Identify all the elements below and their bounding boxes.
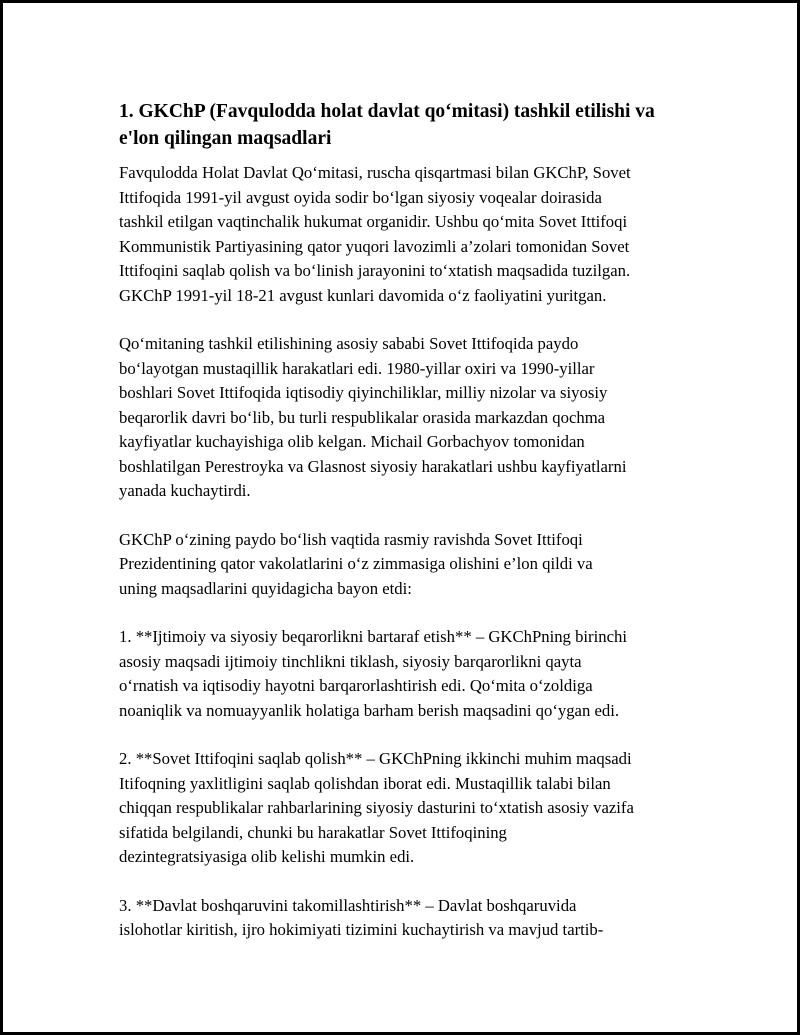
text-line: tashkil etilgan vaqtinchalik hukumat organidir. Ushbu qo‘mita Sovet Ittifoqi bbox=[119, 212, 628, 231]
text-line: 3. **Davlat boshqaruvini takomillashtirish** – Davlat boshqaruvida bbox=[119, 895, 577, 915]
text-line: noaniqlik va nomuayyanlik holatiga barham berish maqsadini qo‘ygan edi. bbox=[119, 700, 620, 720]
text-line: GKChP 1991-yil 18-21 avgust kunlari davomida o‘z faoliyatini yuritgan. bbox=[119, 285, 607, 305]
text-line: bo‘layotgan mustaqillik harakatlari edi. 1980-yillar oxiri va 1990-yillar bbox=[119, 358, 595, 378]
text-line: o‘rnatish va iqtisodiy hayotni barqarorlashtirish edi. Qo‘mita o‘zoldiga bbox=[119, 676, 593, 695]
paragraph bbox=[119, 528, 689, 602]
text-line: chiqqan respublikalar rahbarlarining siyosiy dasturini to‘xtatish asosiy vazifa bbox=[119, 798, 634, 817]
text-line: boshlatilgan Perestroyka va Glasnost siyosiy harakatlari ushbu kayfiyatlarni bbox=[119, 456, 627, 476]
text-line: Ittifoqini saqlab qolish va bo‘linish jarayonini to‘xtatish maqsadida tuzilgan. bbox=[119, 261, 631, 280]
paragraph bbox=[119, 894, 689, 943]
text-line: Favqulodda Holat Davlat Qo‘mitasi, ruscha qisqartmasi bilan GKChP, Sovet bbox=[119, 163, 631, 182]
text-line: GKChP o‘zining paydo bo‘lish vaqtida rasmiy ravishda Sovet Ittifoqi bbox=[119, 529, 583, 549]
text-line: Itifoqning yaxlitligini saqlab qolishdan iborat edi. Mustaqillik talabi bilan bbox=[119, 773, 611, 793]
paragraph bbox=[119, 625, 689, 723]
text-line: uning maqsadlarini quyidagicha bayon etdi: bbox=[119, 578, 412, 598]
text-line: beqarorlik davri bo‘lib, bu turli respublikalar orasida markazdan qochma bbox=[119, 407, 606, 427]
paragraph-list bbox=[119, 161, 689, 943]
text-line: islohotlar kiritish, ijro hokimiyati tizimini kuchaytirish va mavjud tartib- bbox=[119, 920, 604, 939]
text-line: sifatida belgilandi, chunki bu harakatlar Sovet Ittifoqining bbox=[119, 822, 507, 842]
text-line: boshlari Sovet Ittifoqida iqtisodiy qiyinchiliklar, milliy nizolar va siyosiy bbox=[119, 383, 608, 402]
text-line: kayfiyatlar kuchayishiga olib kelgan. Michail Gorbachyov tomonidan bbox=[119, 432, 585, 451]
text-line: Ittifoqida 1991-yil avgust oyida sodir bo‘lgan siyosiy voqealar doirasida bbox=[119, 187, 602, 207]
text-line: dezintegratsiyasiga olib kelishi mumkin edi. bbox=[119, 847, 415, 866]
document-title: 1. GKChP (Favqulodda holat davlat qo‘mitasi) tashkil etilishi va e'lon qilingan maqsadlari bbox=[119, 101, 655, 149]
document-body bbox=[119, 98, 689, 967]
text-line: 1. **Ijtimoiy va siyosiy beqarorlikni bartaraf etish** – GKChPning birinchi bbox=[119, 627, 627, 646]
text-line: Qo‘mitaning tashkil etilishining asosiy sababi Sovet Ittifoqida paydo bbox=[119, 334, 579, 353]
paragraph bbox=[119, 332, 689, 504]
paragraph bbox=[119, 747, 689, 870]
paragraph bbox=[119, 161, 689, 308]
text-line: Prezidentining qator vakolatlarini o‘z zimmasiga olishini e’lon qildi va bbox=[119, 554, 593, 573]
text-line: asosiy maqsadi ijtimoiy tinchlikni tiklash, siyosiy barqarorlikni qayta bbox=[119, 651, 582, 671]
text-line: Kommunistik Partiyasining qator yuqori lavozimli a’zolari tomonidan Sovet bbox=[119, 236, 630, 256]
text-line: 2. **Sovet Ittifoqini saqlab qolish** – GKChPning ikkinchi muhim maqsadi bbox=[119, 749, 632, 768]
text-line: yanada kuchaytirdi. bbox=[119, 481, 251, 500]
